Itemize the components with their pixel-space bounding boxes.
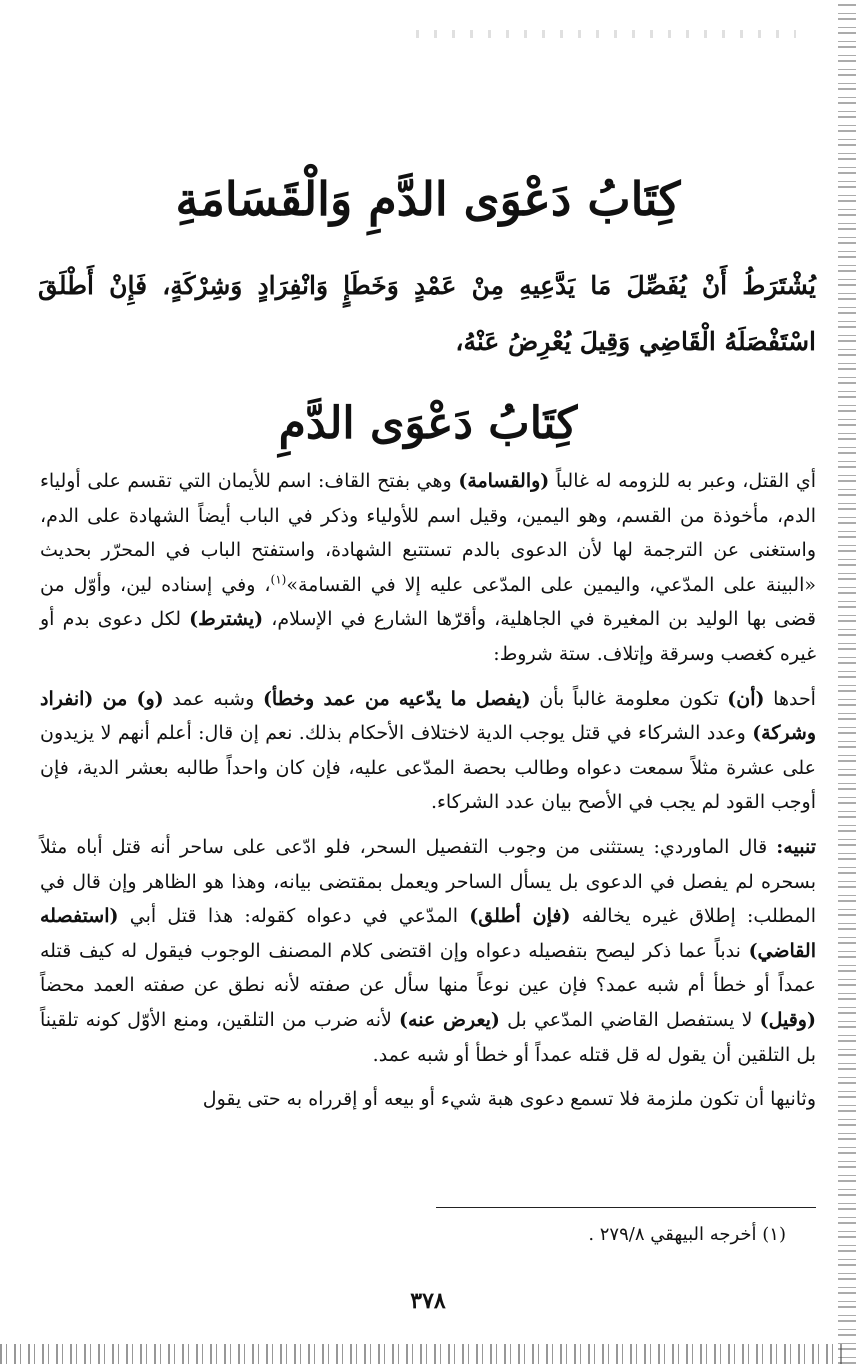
- paragraph-3: [40, 830, 816, 1072]
- text: أحدها: [764, 687, 816, 710]
- bold-term: (فإن أطلق): [469, 905, 571, 928]
- text: ، وفي إسناده لين، وأوّل من قضى بها الوليد بن المغيرة في الجاهلية، وأقرّها الشارع في الإسلام،: [40, 573, 817, 631]
- bold-term: (أن): [727, 687, 765, 710]
- bold-term: (يعرض عنه): [399, 1008, 500, 1031]
- paragraph-4: وثانيها أن تكون ملزمة فلا تسمع دعوى هبة شيء أو بيعه أو إقرراه به حتى يقول: [202, 1088, 816, 1111]
- bold-term: (استفصله القاضي): [40, 905, 816, 962]
- text: أي القتل، وعبر به للزومه له غالباً: [549, 470, 816, 492]
- footnote-divider: [436, 1207, 816, 1208]
- commentary-body: [40, 464, 816, 1127]
- text: المدّعي في دعواه كقوله: هذا قتل أبي: [118, 905, 470, 928]
- bold-term: (يشترط): [189, 608, 264, 631]
- section-title: كِتَابُ دَعْوَى الدَّمِ: [278, 398, 578, 449]
- text: ندباً عما ذكر ليصح بتفصيله دعواه وإن اقتضى كلام المصنف الوجوب فيقول له كيف قتله عمداً أو خطأ أم شبه عمد؟ فإن عين نوعاً منها سأل عن صفته لأنه نطق عن صفته العمد محضاً: [40, 939, 816, 997]
- text: تكون معلومة غالباً بأن: [530, 687, 728, 710]
- text: لأنه ضرب من التلقين، ومنع الأوّل كونه تلقيناً بل التلقين أن يقول له قل قتله عمداً أو خطأ أو شبه عمد.: [40, 1008, 816, 1066]
- bold-term: (و) من (انفراد وشركة): [40, 687, 816, 745]
- text: وعدد الشركاء في قتل يوجب الدية لاختلاف الأحكام بذلك. نعم إن قال: أعلم أنهم لا يزيدون على عشرة مثلاً سمعت دعواه وطالب بحصة المدّعى عليه، فإن كان واحداً طالبه بعشر الدية، فإن أوجب القود لم يجب في الأصح بيان عدد الشركاء.: [40, 722, 816, 814]
- bold-term: تنبيه:: [776, 835, 816, 858]
- bold-term: (والقسامة): [458, 470, 550, 492]
- footnote: (١) أخرجه البيهقي ٢٧٩/٨ .: [588, 1224, 786, 1245]
- paragraph-1: [40, 464, 816, 672]
- page-number: ٣٧٨: [410, 1288, 446, 1314]
- bold-term: (يفصل ما يدّعيه من عمد وخطأ): [262, 687, 531, 710]
- text: وهي بفتح القاف: اسم للأيمان التي تقسم على أولياء الدم، مأخوذة من القسم، وهو اليمين، وقيل اسم للأولياء وذكر في الباب أيضاً الشهادة على الدم، واستغنى عن الترجمة لها لأن الدعوى بالدم تستتبع الشهادة، واستفتح الباب في المحرّر بحديث «البينة على المدّعي، واليمين على المدّعى عليه إلا في القسامة»: [40, 470, 816, 596]
- matn-intro: يُشْتَرَطُ أَنْ يُفَصِّلَ مَا يَدَّعِيهِ مِنْ عَمْدٍ وَخَطَإٍ وَانْفِرَادٍ وَشِرْكَةٍ، فَإِنْ أَطْلَقَ اسْتَفْصَلَهُ الْقَاضِي وَقِيلَ يُعْرِضُ عَنْهُ،: [38, 271, 816, 356]
- text: وشبه عمد: [163, 687, 263, 710]
- text: لكل دعوى بدم أو غيره كغصب وسرقة وإتلاف. ستة شروط:: [40, 608, 816, 665]
- text: لا يستفصل القاضي المدّعي بل: [499, 1008, 760, 1031]
- decorative-border-right: [838, 0, 856, 1364]
- decorative-border-bottom: [0, 1344, 842, 1364]
- text: قال الماوردي: يستثنى من وجوب التفصيل السحر، فلو ادّعى على ساحر أنه قتل أباه مثلاً بسحره لم يفصل في الدعوى بل يسأل الساحر ويعمل بمقتضى بيانه، وهذا هو الظاهر وإن قال في المطلب: إطلاق غيره يخالفه: [40, 835, 816, 928]
- chapter-title: كِتَابُ دَعْوَى الدَّمِ وَالْقَسَامَةِ: [175, 172, 681, 226]
- scan-artifact: [416, 30, 796, 38]
- paragraph-2: [40, 682, 816, 820]
- bold-term: (وقيل): [759, 1008, 816, 1031]
- footnote-ref[interactable]: (١): [270, 572, 287, 587]
